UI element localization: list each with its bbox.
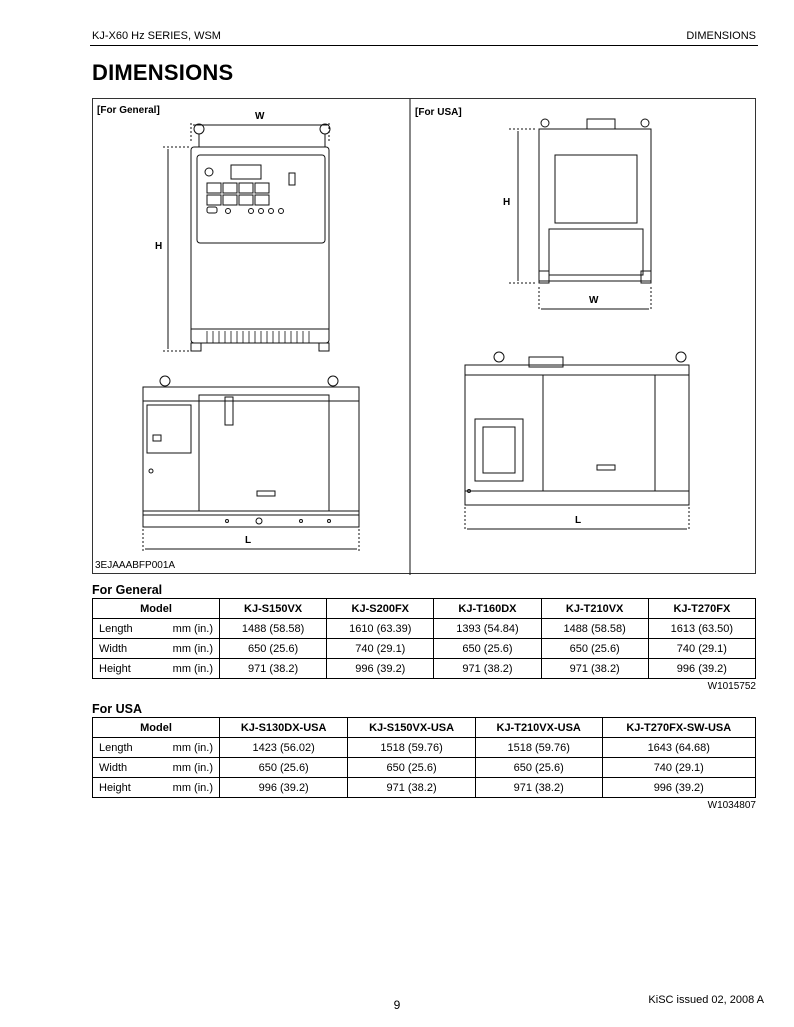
- table-cell: 650 (25.6): [220, 758, 348, 778]
- header-rule: [90, 45, 758, 46]
- row-label: Width: [99, 761, 128, 774]
- row-unit: mm (in.): [172, 781, 213, 794]
- table-header-row: [93, 718, 756, 738]
- dimensions-figure: [92, 98, 756, 574]
- usa-length-label: L: [575, 515, 582, 526]
- page-number: 9: [393, 998, 401, 1012]
- row-label-cell: [93, 758, 220, 778]
- table-cell: 996 (39.2): [220, 778, 348, 798]
- table-cell: 971 (38.2): [348, 778, 476, 798]
- row-label-cell: [93, 738, 220, 758]
- usa-width-label: W: [589, 295, 599, 306]
- table-cell: 971 (38.2): [541, 659, 648, 679]
- table-cell: 971 (38.2): [434, 659, 541, 679]
- usa-table-code: W1034807: [707, 800, 756, 811]
- usa-figure-label: [For USA]: [415, 107, 462, 118]
- model-col-header: KJ-T160DX: [434, 599, 541, 619]
- row-label: Length: [99, 622, 133, 635]
- table-cell: 1393 (54.84): [434, 619, 541, 639]
- row-label: Length: [99, 741, 133, 754]
- figure-id: 3EJAAABFP001A: [95, 560, 176, 571]
- general-table-code: W1015752: [707, 681, 756, 692]
- table-cell: 1518 (59.76): [348, 738, 476, 758]
- model-col-header: KJ-S130DX-USA: [220, 718, 348, 738]
- row-label: Height: [99, 781, 131, 794]
- usa-height-label: H: [503, 197, 511, 208]
- model-col-header: KJ-S150VX-USA: [348, 718, 476, 738]
- table-row: [93, 778, 756, 798]
- table-cell: 996 (39.2): [602, 778, 755, 798]
- general-side-view: [143, 376, 359, 551]
- header-series: KJ-X60 Hz SERIES, WSM: [92, 30, 221, 42]
- row-label-cell: [93, 778, 220, 798]
- row-unit: mm (in.): [172, 741, 213, 754]
- table-cell: 1643 (64.68): [602, 738, 755, 758]
- table-header-row: [93, 599, 756, 619]
- model-col-header: KJ-T210VX-USA: [475, 718, 602, 738]
- model-col-header: KJ-S150VX: [220, 599, 327, 619]
- general-figure-label: [For General]: [97, 105, 160, 116]
- row-label-cell: [93, 639, 220, 659]
- table-row: [93, 738, 756, 758]
- general-length-label: L: [245, 535, 252, 546]
- table-row: [93, 659, 756, 679]
- usa-front-view: [509, 119, 651, 311]
- row-unit: mm (in.): [172, 761, 213, 774]
- table-row: [93, 639, 756, 659]
- table-row: [93, 619, 756, 639]
- row-unit: mm (in.): [172, 662, 213, 675]
- table-cell: 740 (29.1): [602, 758, 755, 778]
- table-cell: 1518 (59.76): [475, 738, 602, 758]
- row-unit: mm (in.): [172, 642, 213, 655]
- usa-spec-table: [92, 717, 756, 798]
- page-title: DIMENSIONS: [92, 60, 234, 85]
- table-cell: 1423 (56.02): [220, 738, 348, 758]
- table-row: [93, 758, 756, 778]
- table-cell: 650 (25.6): [220, 639, 327, 659]
- general-front-view: [163, 123, 330, 351]
- row-unit: mm (in.): [172, 622, 213, 635]
- table-cell: 996 (39.2): [648, 659, 755, 679]
- table-cell: 1613 (63.50): [648, 619, 755, 639]
- row-label: Height: [99, 662, 131, 675]
- model-col-header: KJ-T210VX: [541, 599, 648, 619]
- table-cell: 1488 (58.58): [541, 619, 648, 639]
- row-label-cell: [93, 659, 220, 679]
- model-header: Model: [93, 718, 220, 738]
- general-spec-table: [92, 598, 756, 679]
- usa-side-view: [465, 352, 689, 531]
- table-cell: 740 (29.1): [648, 639, 755, 659]
- model-col-header: KJ-T270FX-SW-USA: [602, 718, 755, 738]
- row-label-cell: [93, 619, 220, 639]
- table-cell: 650 (25.6): [541, 639, 648, 659]
- header-section: DIMENSIONS: [686, 30, 756, 42]
- general-section-title: For General: [92, 583, 163, 597]
- table-cell: 1610 (63.39): [327, 619, 434, 639]
- model-header: Model: [93, 599, 220, 619]
- usa-section-title: For USA: [92, 702, 142, 716]
- issue-info: KiSC issued 02, 2008 A: [648, 994, 764, 1006]
- table-cell: 650 (25.6): [475, 758, 602, 778]
- table-cell: 996 (39.2): [327, 659, 434, 679]
- model-col-header: KJ-S200FX: [327, 599, 434, 619]
- table-cell: 971 (38.2): [220, 659, 327, 679]
- generator-drawing: [93, 99, 757, 575]
- model-col-header: KJ-T270FX: [648, 599, 755, 619]
- general-height-label: H: [155, 241, 163, 252]
- table-cell: 971 (38.2): [475, 778, 602, 798]
- row-label: Width: [99, 642, 128, 655]
- table-cell: 740 (29.1): [327, 639, 434, 659]
- table-cell: 650 (25.6): [434, 639, 541, 659]
- general-width-label: W: [255, 111, 265, 122]
- table-cell: 1488 (58.58): [220, 619, 327, 639]
- table-cell: 650 (25.6): [348, 758, 476, 778]
